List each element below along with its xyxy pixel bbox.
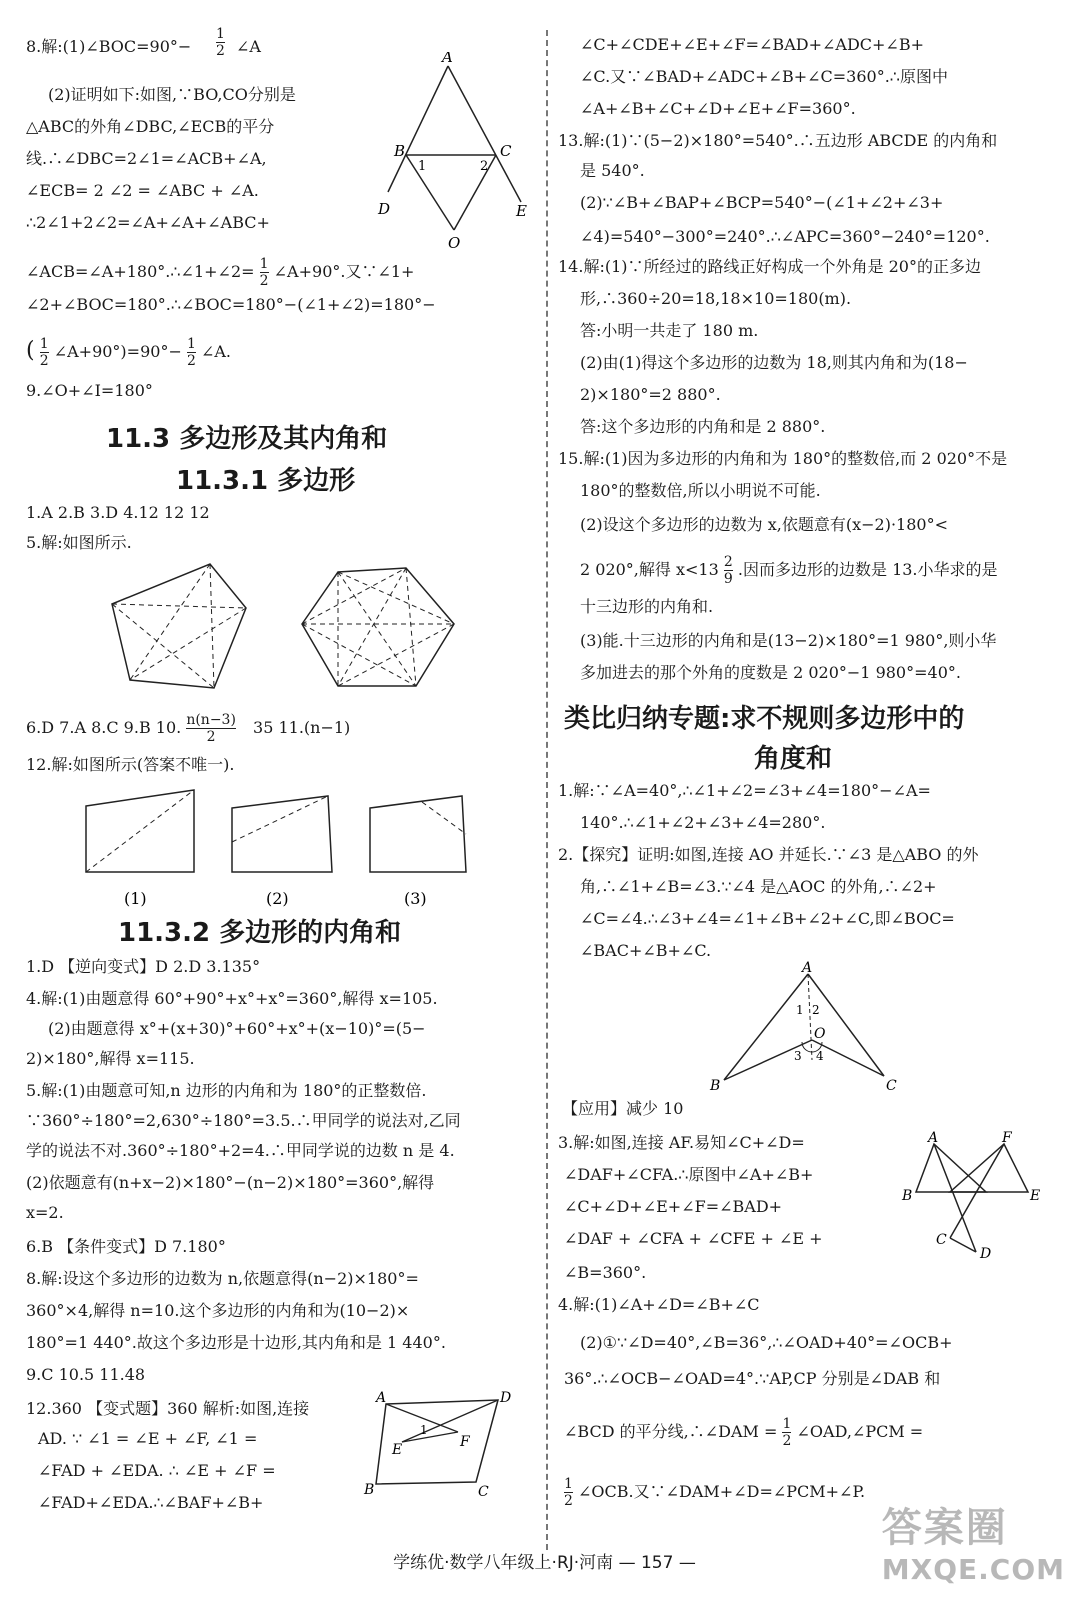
watermark <box>882 1496 1065 1586</box>
sp-line-8: 3.解:如图,连接 AF.易知∠C+∠D= <box>558 1133 805 1152</box>
sec2-line-1: 1.D 【逆向变式】D 2.D 3.135° <box>26 957 261 976</box>
sec2-line-3: (2)由题意得 x°+(x+30)°+60°+x°+(x−10)°=(5− <box>48 1019 426 1038</box>
svg-text:D: D <box>500 1390 512 1406</box>
label-A: A <box>442 52 453 66</box>
q8-line-7: ∠ACB=∠A+180°.∴∠1+∠2= $\frac{1}{2}$ ∠A+90°.又∵∠1+ <box>26 256 415 289</box>
label-2: 2 <box>480 159 489 174</box>
sec2-line-2: 4.解:(1)由题意得 60°+90°+x°+x°=360°,解得 x=105. <box>26 989 438 1008</box>
q8-line-1-tail: ∠A <box>236 37 261 56</box>
svg-text:E: E <box>392 1442 403 1458</box>
svg-text:C: C <box>936 1232 947 1248</box>
answers-1: 1.A 2.B 3.D 4.12 12 12 <box>26 503 210 522</box>
watermark-url: MXQE.COM <box>881 1553 1065 1586</box>
q8-line-3: △ABC的外角∠DBC,∠ECB的平分 <box>26 117 275 136</box>
r-line-9: 形,∴360÷20=18,18×10=180(m). <box>580 289 852 308</box>
r-line-12: 2)×180°=2 880°. <box>580 385 721 404</box>
r-line-3: ∠A+∠B+∠C+∠D+∠E+∠F=360°. <box>580 99 856 118</box>
sp-line-14: (2)①∵∠D=40°,∠B=36°,∴∠OAD+40°=∠OCB+ <box>580 1333 953 1352</box>
r-line-6: (2)∵∠B+∠BAP+∠BCP=540°−(∠1+∠2+∠3+ <box>580 193 944 212</box>
sp-line-4: 角,∴∠1+∠B=∠3.∵∠4 是△AOC 的外角,∴∠2+ <box>580 877 937 896</box>
q8-line-6: ∴2∠1+2∠2=∠A+∠A+∠ABC+ <box>26 213 270 232</box>
sp-line-5: ∠C=∠4.∴∠3+∠4=∠1+∠B+∠2+∠C,即∠BOC= <box>580 909 955 928</box>
sec2-line-11: 8.解:设这个多边形的边数为 n,依题意得(n−2)×180°= <box>26 1269 419 1288</box>
svg-text:4: 4 <box>816 1049 824 1063</box>
r-line-2: ∠C.又∵∠BAD+∠ADC+∠B+∠C=360°.∴原图中 <box>580 67 948 86</box>
figure-triangle-bisector <box>376 52 536 252</box>
label-1: 1 <box>418 159 427 174</box>
svg-text:1: 1 <box>796 1003 804 1017</box>
sp-line-3: 2.【探究】证明:如图,连接 AO 并延长.∵∠3 是△ABO 的外 <box>558 845 979 864</box>
q8-line-8: ∠2+∠BOC=180°.∴∠BOC=180°−(∠1+∠2)=180°− <box>26 295 436 314</box>
svg-text:C: C <box>886 1078 897 1094</box>
svg-text:C: C <box>478 1484 489 1500</box>
figure-two-triangles <box>900 1130 1050 1260</box>
sp-line-17: $\frac{1}{2}$ ∠OCB.又∵∠DAM+∠D=∠PCM+∠P. <box>564 1476 866 1509</box>
r-line-11: (2)由(1)得这个多边形的边数为 18,则其内角和为(18− <box>580 353 968 372</box>
frac-half: 1 2 <box>216 26 225 59</box>
sec2-line-8: (2)依题意有(n+x−2)×180°−(n−2)×180°=360°,解得 <box>26 1173 435 1192</box>
q8-line-2: (2)证明如下:如图,∵BO,CO分别是 <box>48 85 296 104</box>
r-line-19: (3)能.十三边形的内角和是(13−2)×180°=1 980°,则小华 <box>580 631 997 650</box>
svg-text:A: A <box>928 1130 939 1146</box>
q12-text: 12.解:如图所示(答案不唯一). <box>26 755 235 774</box>
svg-text:1: 1 <box>420 1423 428 1437</box>
q9-answer: 9.∠O+∠I=180° <box>26 381 153 400</box>
svg-text:F: F <box>460 1434 470 1450</box>
q5-text: 5.解:如图所示. <box>26 533 132 552</box>
label-E: E <box>516 202 527 220</box>
sec2-line-6: ∵360°÷180°=2,630°÷180°=3.5.∴甲同学的说法对,乙同 <box>26 1111 461 1130</box>
sec2-line-4: 2)×180°,解得 x=115. <box>26 1049 195 1068</box>
sec2-line-7: 学的说法不对.360°÷180°+2=4.∴甲同学说的边数 n 是 4. <box>26 1141 455 1160</box>
r-line-15: 180°的整数倍,所以小明说不可能. <box>580 481 821 500</box>
fig-label-3: (3) <box>404 889 427 908</box>
r-line-16: (2)设这个多边形的边数为 x,依题意有(x−2)·180°< <box>580 515 948 534</box>
svg-text:B: B <box>364 1482 375 1498</box>
subsection-title-2: 11.3.2 多边形的内角和 <box>118 918 402 948</box>
sp-line-1: 1.解:∵∠A=40°,∴∠1+∠2=∠3+∠4=180°−∠A= <box>558 781 931 800</box>
sp-line-7: 【应用】减少 10 <box>562 1099 684 1118</box>
r-line-20: 多加进去的那个外角的度数是 2 020°−1 980°=40°. <box>580 663 961 682</box>
fig-label-1: (1) <box>124 889 147 908</box>
svg-text:A: A <box>376 1390 387 1406</box>
svg-text:E: E <box>1030 1188 1041 1204</box>
q8-line-1: 8.解:(1)∠BOC=90°− <box>26 37 192 56</box>
page-footer: 学练优·数学八年级上·RJ·河南 — 157 — <box>393 1553 696 1573</box>
label-O: O <box>448 234 461 252</box>
label-C: C <box>500 142 512 160</box>
sec2-line-16: AD. ∵ ∠1 = ∠E + ∠F, ∠1 = <box>38 1429 258 1448</box>
sp-line-16: ∠BCD 的平分线,∴∠DAM = $\frac{1}{2}$ ∠OAD,∠PCM = <box>564 1416 924 1449</box>
sp-line-12: ∠B=360°. <box>564 1263 647 1282</box>
sec2-line-10: 6.B 【条件变式】D 7.180° <box>26 1237 226 1256</box>
section-title: 11.3 多边形及其内角和 <box>106 424 388 454</box>
watermark-logo: 答案圈 <box>881 1505 1008 1551</box>
subsection-title-1: 11.3.1 多边形 <box>176 466 356 496</box>
sec2-line-13: 180°=1 440°.故这个多边形是十边形,其内角和是 1 440°. <box>26 1333 446 1352</box>
sec2-line-14: 9.C 10.5 11.48 <box>26 1365 146 1384</box>
svg-text:B: B <box>710 1078 721 1094</box>
figure-quad-triangle <box>362 1390 512 1500</box>
r-line-14: 15.解:(1)因为多边形的内角和为 180°的整数倍,而 2 020°不是 <box>558 449 1008 468</box>
q8-line-9: ( $\frac{1}{2}$ ∠A+90°)=90°− $\frac{1}{2}$ ∠A. <box>26 336 231 369</box>
sec2-line-18: ∠FAD+∠EDA.∴∠BAF+∠B+ <box>38 1493 264 1512</box>
svg-text:B: B <box>902 1188 913 1204</box>
sp-line-11: ∠DAF + ∠CFA + ∠CFE + ∠E + <box>564 1229 823 1248</box>
svg-text:2: 2 <box>812 1003 820 1017</box>
figure-arrow-shape <box>708 960 908 1095</box>
r-line-1: ∠C+∠CDE+∠E+∠F=∠BAD+∠ADC+∠B+ <box>580 35 924 54</box>
r-line-13: 答:这个多边形的内角和是 2 880°. <box>580 417 826 436</box>
sec2-line-15: 12.360 【变式题】360 解析:如图,连接 <box>26 1399 310 1418</box>
column-divider <box>546 30 548 1550</box>
svg-text:F: F <box>1002 1130 1012 1146</box>
sp-line-10: ∠C+∠D+∠E+∠F=∠BAD+ <box>564 1197 783 1216</box>
label-D: D <box>378 200 391 218</box>
svg-text:3: 3 <box>794 1049 802 1063</box>
fig-label-2: (2) <box>266 889 289 908</box>
svg-text:O: O <box>814 1026 826 1042</box>
sec2-line-17: ∠FAD + ∠EDA. ∴ ∠E + ∠F = <box>38 1461 276 1480</box>
sp-line-2: 140°.∴∠1+∠2+∠3+∠4=280°. <box>580 813 826 832</box>
r-line-8: 14.解:(1)∵所经过的路线正好构成一个外角是 20°的正多边 <box>558 257 981 276</box>
sec2-line-12: 360°×4,解得 n=10.这个多边形的内角和为(10−2)× <box>26 1301 410 1320</box>
special-title-2: 角度和 <box>754 744 833 774</box>
r-line-18: 十三边形的内角和. <box>580 597 714 616</box>
answers-6: 6.D 7.A 8.C 9.B 10. $\frac{n(n-3)}{2}$ 35 11.(n−1) <box>26 712 351 745</box>
r-line-10: 答:小明一共走了 180 m. <box>580 321 759 340</box>
r-line-7: ∠4)=540°−300°=240°.∴∠APC=360°−240°=120°. <box>580 227 990 246</box>
r-line-4: 13.解:(1)∵(5−2)×180°=540°.∴五边形 ABCDE 的内角和 <box>558 131 998 150</box>
r-line-17: 2 020°,解得 x<13 $\frac{2}{9}$ .因而多边形的边数是 13.小华求的是 <box>580 554 998 587</box>
sp-line-6: ∠BAC+∠B+∠C. <box>580 941 712 960</box>
sec2-line-5: 5.解:(1)由题意可知,n 边形的内角和为 180°的正整数倍. <box>26 1081 427 1100</box>
figure-polygons-diagonals <box>106 560 486 700</box>
sp-line-9: ∠DAF+∠CFA.∴原图中∠A+∠B+ <box>564 1165 814 1184</box>
sp-line-15: 36°.∴∠OCB−∠OAD=4°.∵AP,CP 分别是∠DAB 和 <box>564 1369 941 1388</box>
label-B: B <box>394 142 406 160</box>
q8-line-4: 线.∴∠DBC=2∠1=∠ACB+∠A, <box>26 149 267 168</box>
svg-text:D: D <box>980 1246 992 1260</box>
special-title-1: 类比归纳专题:求不规则多边形中的 <box>564 704 965 734</box>
r-line-5: 是 540°. <box>580 161 645 180</box>
figure-quadrilaterals <box>82 782 482 912</box>
sp-line-13: 4.解:(1)∠A+∠D=∠B+∠C <box>558 1295 760 1314</box>
svg-text:A: A <box>802 960 813 976</box>
q8-line-5: ∠ECB= 2 ∠2 = ∠ABC + ∠A. <box>26 181 259 200</box>
sec2-line-9: x=2. <box>26 1203 64 1222</box>
